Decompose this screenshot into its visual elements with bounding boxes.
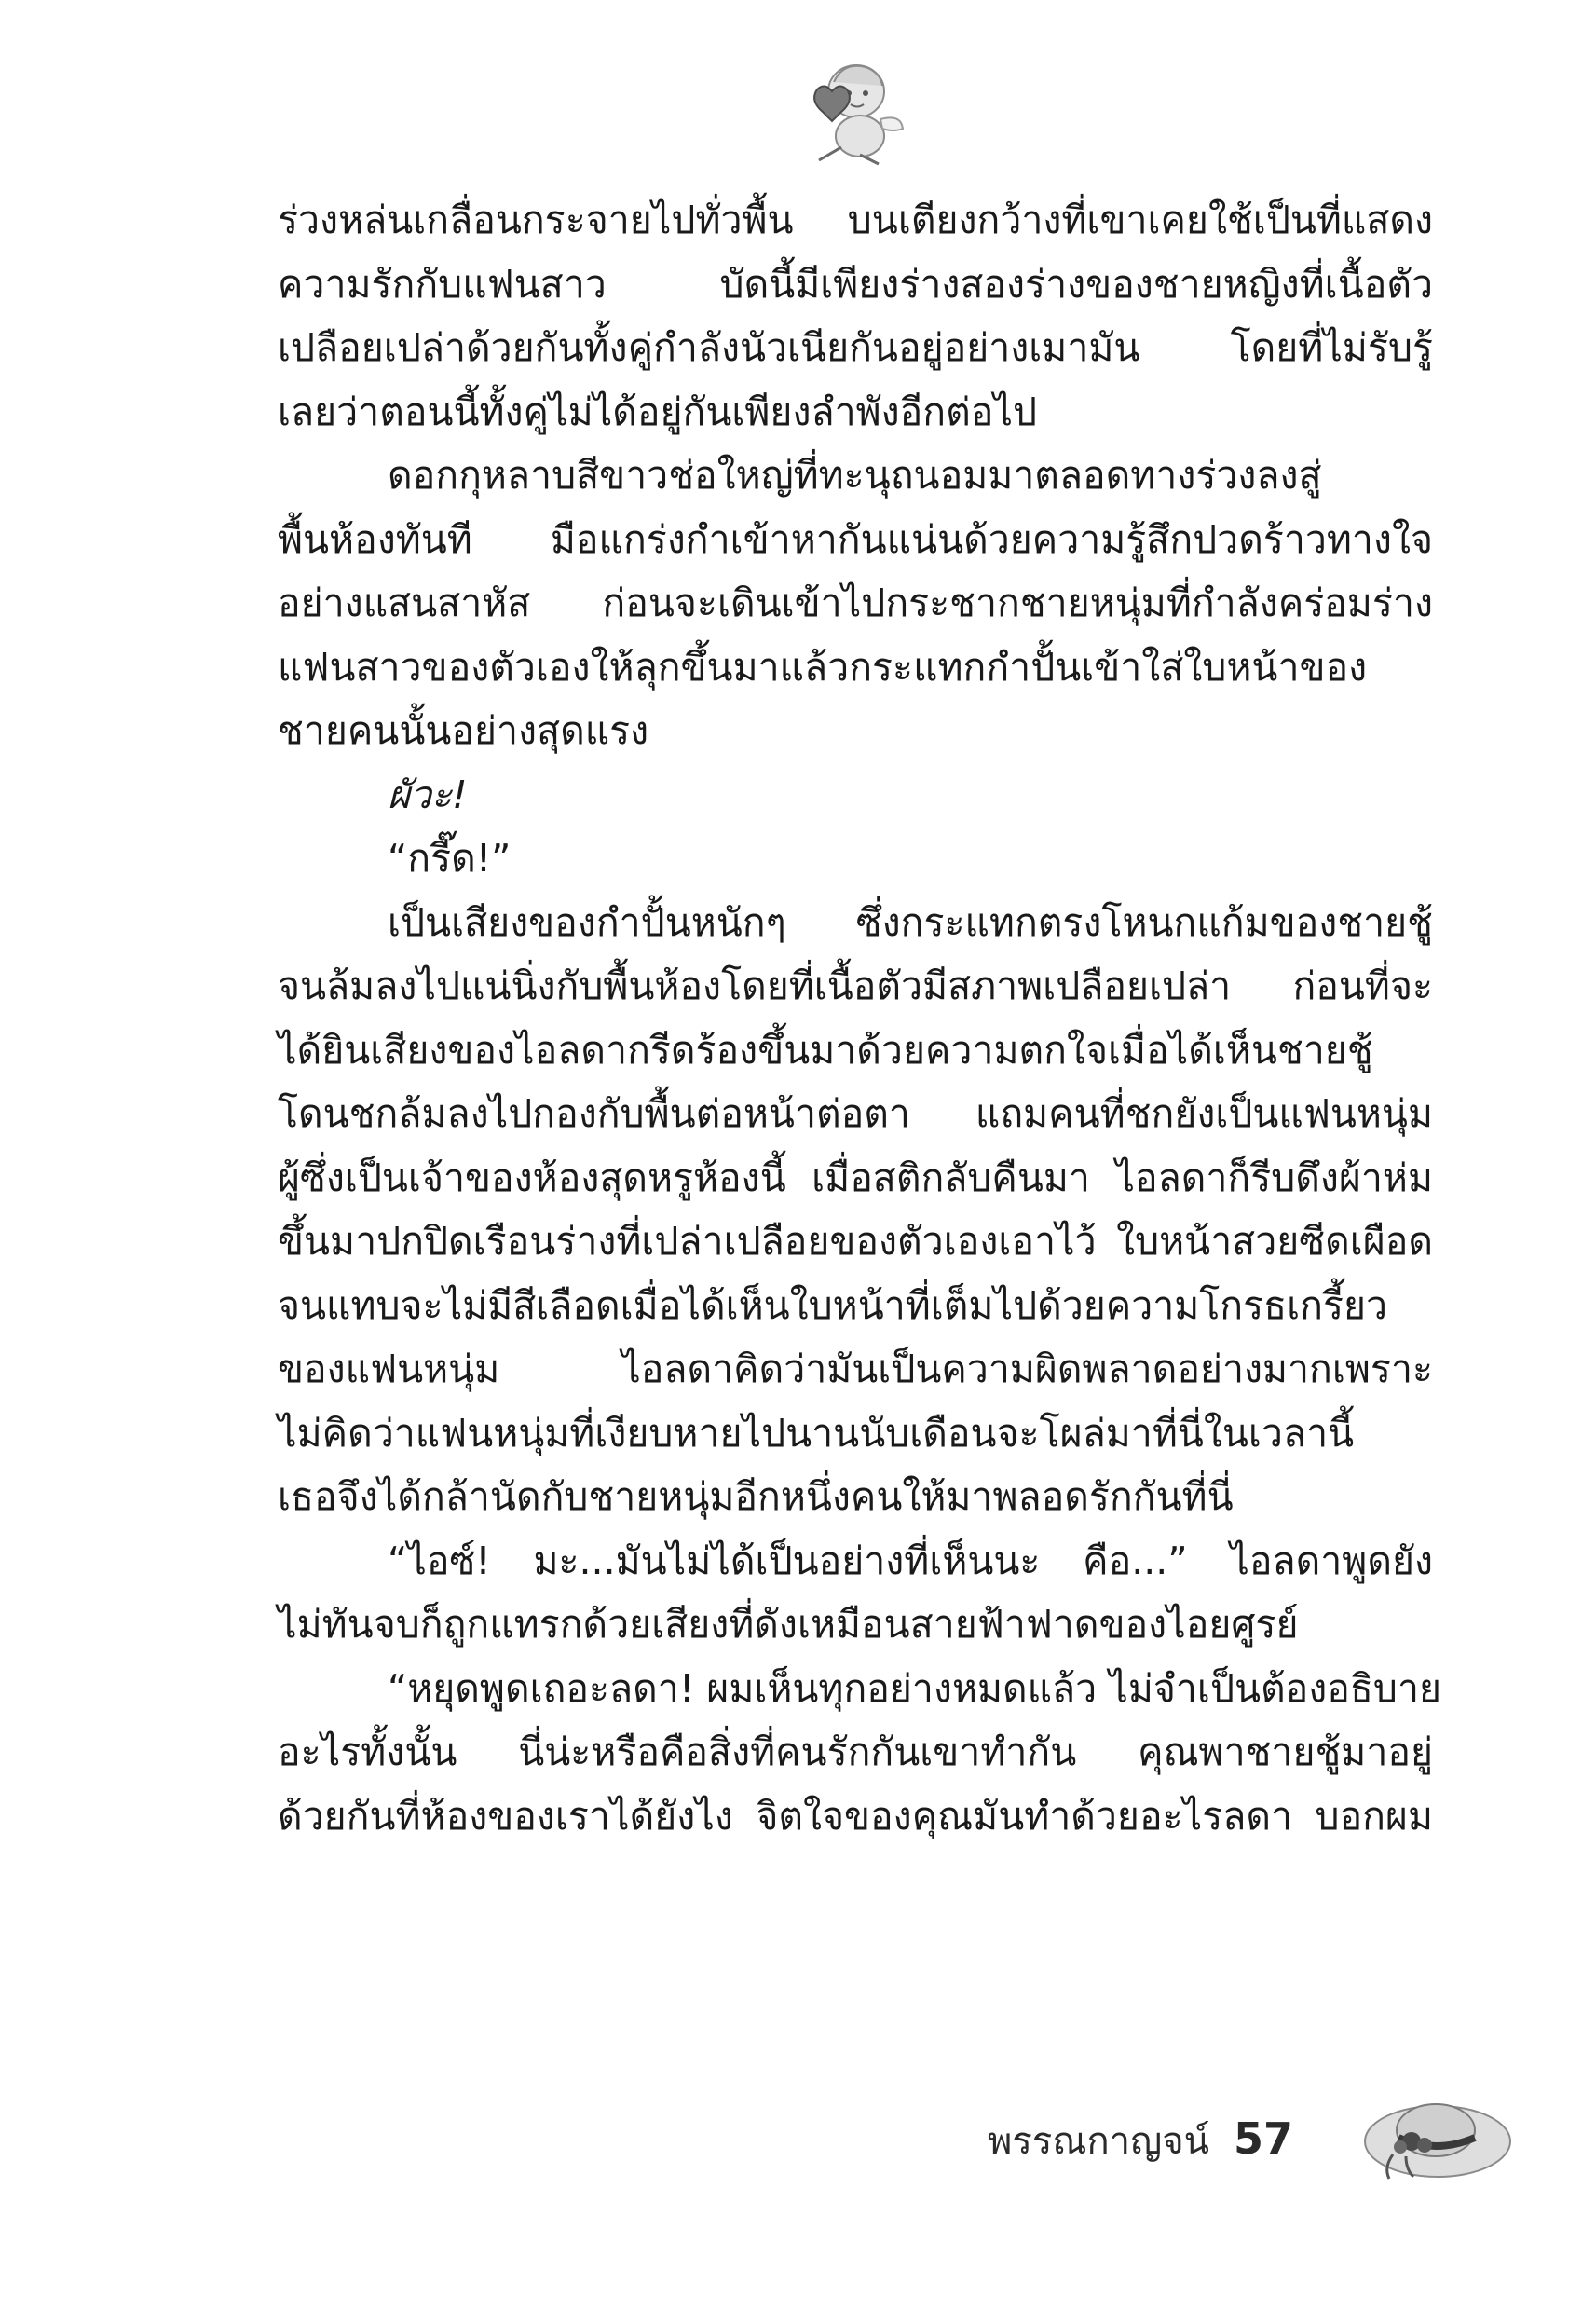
- paragraph: [278, 188, 1433, 444]
- text-line: ไม่ทันจบก็ถูกแทรกด้วยเสียงที่ดังเหมือนสายฟ้าฟาดของไอยศูรย์: [278, 1602, 1299, 1647]
- text-line: เลยว่าตอนนี้ทั้งคู่ไม่ได้อยู่กันเพียงลำพังอีกต่อไป: [278, 389, 1037, 434]
- paragraph: [278, 1529, 1433, 1657]
- sun-hat-icon: [1356, 2080, 1514, 2190]
- text-line: พื้นห้องทันที มือแกร่งกำเข้าหากันแน่นด้วยความรู้สึกปวดร้าวทางใจ: [278, 516, 1433, 562]
- cupid-with-heart-icon: [795, 54, 907, 168]
- text-line: เธอจึงได้กล้านัดกับชายหนุ่มอีกหนึ่งคนให้มาพลอดรักกันที่นี่: [278, 1474, 1234, 1519]
- paragraph: [278, 1657, 1441, 1849]
- text-line: ได้ยินเสียงของไอลดากรีดร้องขึ้นมาด้วยความตกใจเมื่อได้เห็นชายชู้: [278, 1027, 1373, 1073]
- text-line: ความรักกับแฟนสาว บัดนี้มีเพียงร่างสองร่างของชายหญิงที่เนื้อตัว: [278, 261, 1433, 307]
- text-line: เป็นเสียงของกำปั้นหนักๆ ซึ่งกระแทกตรงโหนกแก้มของชายชู้: [388, 899, 1433, 945]
- text-line: ผู้ซึ่งเป็นเจ้าของห้องสุดหรูห้องนี้ เมื่อสติกลับคืนมา ไอลดาก็รีบดึงผ้าห่ม: [278, 1155, 1433, 1200]
- text-line: โดนชกล้มลงไปกองกับพื้นต่อหน้าต่อตา แถมคนที่ชกยังเป็นแฟนหนุ่ม: [278, 1091, 1433, 1136]
- paragraph: [278, 444, 1433, 763]
- paragraph: [278, 891, 1433, 1529]
- text-line: จนล้มลงไปแน่นิ่งกับพื้นห้องโดยที่เนื้อตัวมีสภาพเปลือยเปล่า ก่อนที่จะ: [278, 964, 1433, 1008]
- text-line: อะไรทั้งนั้น นี่น่ะหรือคือสิ่งที่คนรักกันเขาทำกัน คุณพาชายชู้มาอยู่: [278, 1730, 1433, 1774]
- text-line: ของแฟนหนุ่ม ไอลดาคิดว่ามันเป็นความผิดพลาดอย่างมากเพราะ: [278, 1347, 1433, 1391]
- story-text: [278, 188, 1441, 1848]
- text-line: เปลือยเปล่าด้วยกันทั้งคู่กำลังนัวเนียกันอยู่อย่างเมามัน โดยที่ไม่รับรู้: [278, 325, 1433, 370]
- text-line: ขึ้นมาปกปิดเรือนร่างที่เปล่าเปลือยของตัวเองเอาไว้ ใบหน้าสวยซีดเผือด: [278, 1219, 1433, 1264]
- text-line: แฟนสาวของตัวเองให้ลุกขึ้นมาแล้วกระแทกกำปั้นเข้าใส่ใบหน้าของ: [278, 644, 1368, 690]
- text-line: “หยุดพูดเถอะลดา! ผมเห็นทุกอย่างหมดแล้ว ไม่จำเป็นต้องอธิบาย: [388, 1665, 1441, 1711]
- text-line: ร่วงหล่นเกลื่อนกระจายไปทั่วพื้น บนเตียงกว้างที่เขาเคยใช้เป็นที่แสดง: [278, 198, 1433, 242]
- text-line: “กรี๊ด!”: [388, 836, 512, 881]
- text-line: จนแทบจะไม่มีสีเลือดเมื่อได้เห็นใบหน้าที่เต็มไปด้วยความโกรธเกรี้ยว: [278, 1282, 1388, 1328]
- text-line: อย่างแสนสาหัส ก่อนจะเดินเข้าไปกระชากชายหนุ่มที่กำลังคร่อมร่าง: [278, 581, 1433, 625]
- text-line: ชายคนนั้นอย่างสุดแรง: [278, 708, 649, 753]
- text-line: ผัวะ!: [388, 772, 468, 817]
- text-line: ไม่คิดว่าแฟนหนุ่มที่เงียบหายไปนานนับเดือนจะโผล่มาที่นี่ในเวลานี้: [278, 1410, 1355, 1456]
- paragraph: [278, 827, 1433, 891]
- book-title: พรรณกาญจน์: [988, 2120, 1209, 2163]
- text-line: “ไอซ์! มะ...มันไม่ได้เป็นอย่างที่เห็นนะ คือ...” ไอลดาพูดยัง: [388, 1538, 1433, 1583]
- text-line: ดอกกุหลาบสีขาวช่อใหญ่ที่ทะนุถนอมมาตลอดทางร่วงลงสู่: [388, 453, 1322, 498]
- page-footer: [988, 2111, 1293, 2170]
- page-number: 57: [1234, 2113, 1294, 2164]
- paragraph: [278, 763, 1433, 827]
- text-line: ด้วยกันที่ห้องของเราได้ยังไง จิตใจของคุณมันทำด้วยอะไรลดา บอกผม: [278, 1793, 1433, 1839]
